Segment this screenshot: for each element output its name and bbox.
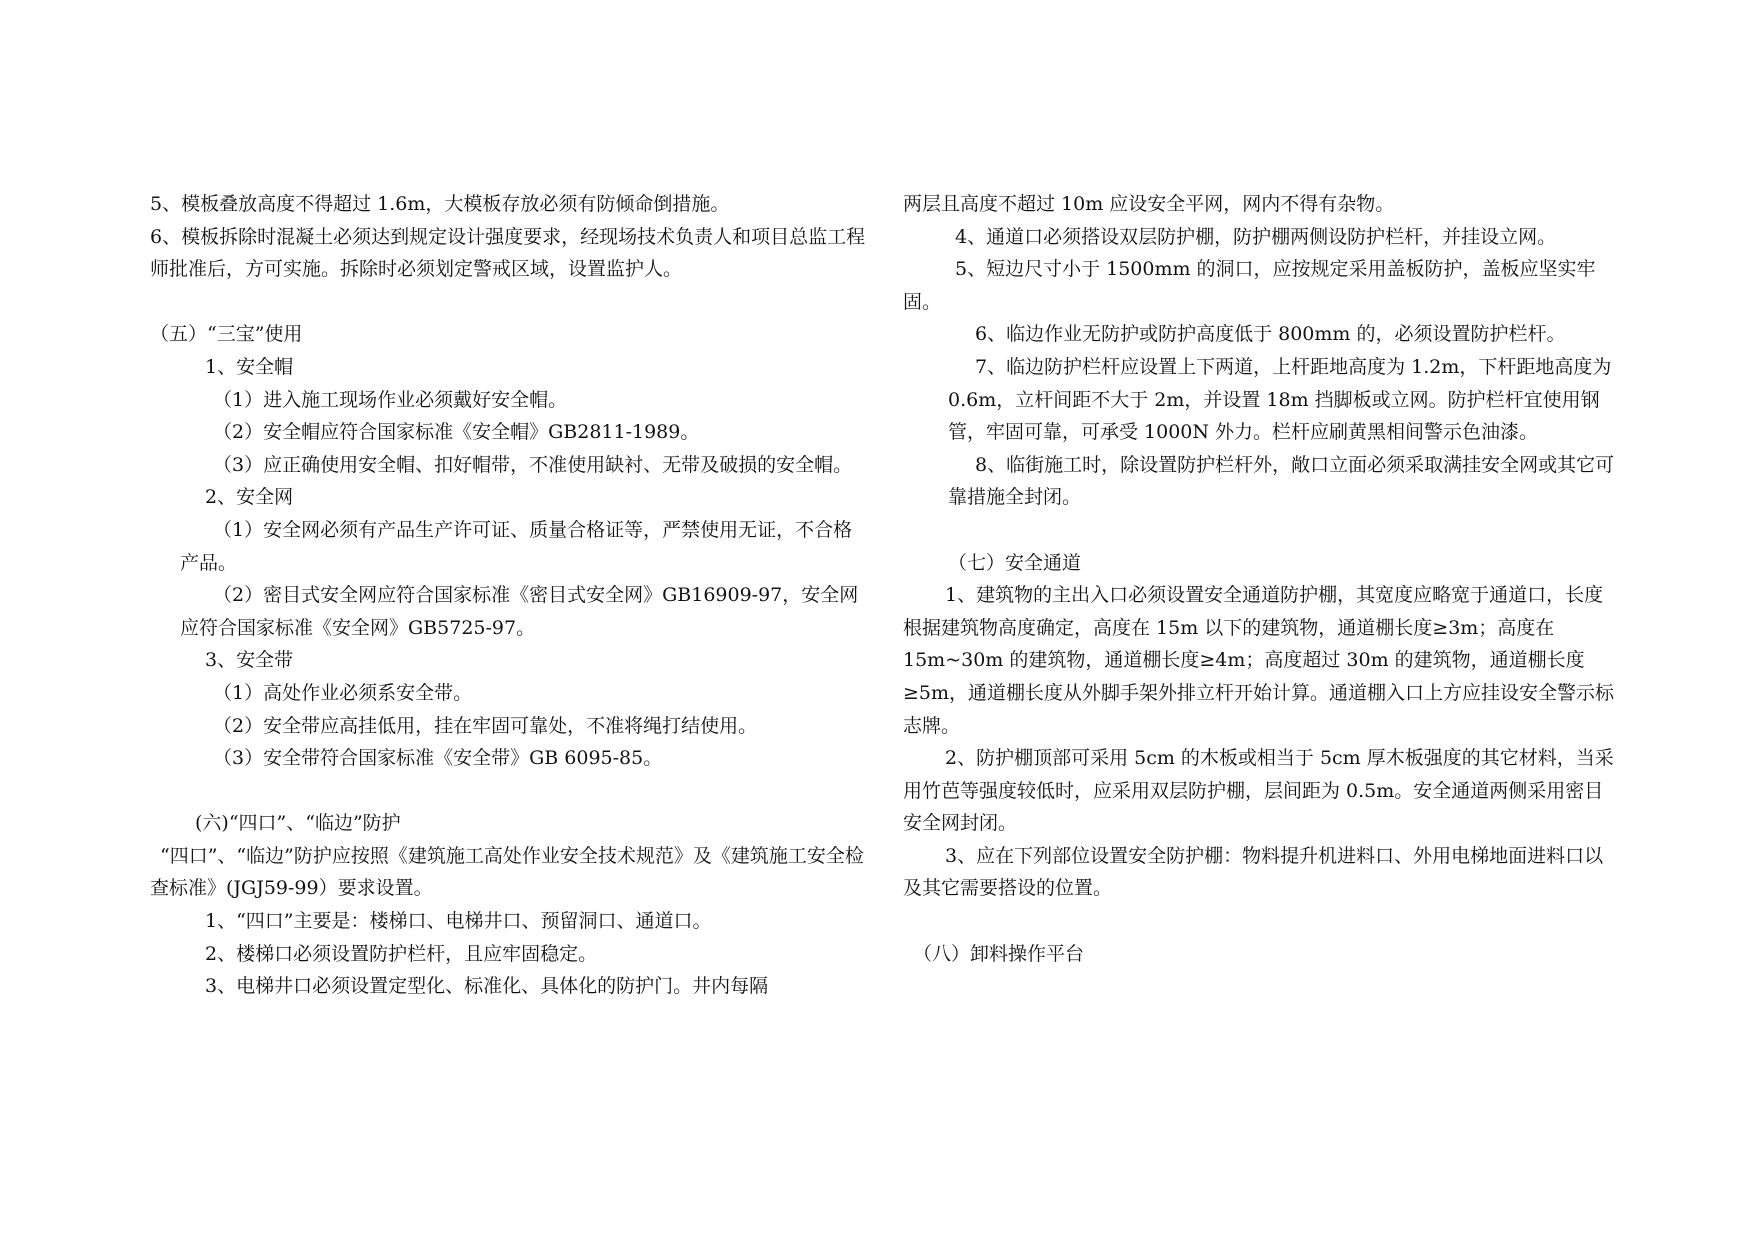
- paragraph: （1）高处作业必须系安全带。: [213, 681, 473, 704]
- paragraph: 6、临边作业无防护或防护高度低于 800mm 的，必须设置防护栏杆。: [975, 323, 1566, 346]
- paragraph: 2、防护棚顶部可采用 5cm 的木板或相当于 5cm 厚木板强度的其它材料，当采用竹芭等强度较低时，应采用双层防护棚，层间距为 0.5m。安全通道两侧采用密目安全网封闭。: [903, 747, 1614, 835]
- paragraph: 7、临边防护栏杆应设置上下两道，上杆距地高度为 1.2m，下杆距地高度为 0.6m，立杆间距不大于 2m，并设置 18m 挡脚板或立网。防护栏杆宜使用钢管，牢固可靠，可承受 1000N 外力。栏杆应刷黄黑相间警示色油漆。: [948, 355, 1612, 444]
- paragraph: 5、短边尺寸小于 1500mm 的洞口，应按规定采用盖板防护，盖板应坚实牢固。: [903, 258, 1596, 313]
- paragraph: 8、临街施工时，除设置防护栏杆外，敞口立面必须采取满挂安全网或其它可靠措施全封闭。: [948, 453, 1615, 509]
- paragraph: 2、楼梯口必须设置防护栏杆，且应牢固稳定。: [205, 942, 598, 965]
- paragraph: （3）应正确使用安全帽、扣好帽带，不准使用缺衬、无带及破损的安全帽。: [213, 453, 853, 476]
- paragraph-gap: [150, 775, 870, 808]
- paragraph: （七）安全通道: [948, 551, 1082, 574]
- paragraph: （3）安全带符合国家标准《安全带》GB 6095-85。: [213, 747, 663, 770]
- paragraph-gap: [150, 286, 870, 319]
- paragraph: （1）安全网必须有产品生产许可证、质量合格证等，严禁使用无证，不合格产品。: [180, 518, 853, 574]
- paragraph-gap: [903, 905, 1615, 938]
- paragraph-gap: [903, 514, 1615, 547]
- paragraph: 两层且高度不超过 10m 应设安全平网，网内不得有杂物。: [903, 193, 1395, 215]
- paragraph: （五）“三宝”使用: [150, 323, 303, 346]
- paragraph: （2）安全带应高挂低用，挂在牢固可靠处，不准将绳打结使用。: [213, 714, 758, 737]
- paragraph: （2）安全帽应符合国家标准《安全帽》GB2811-1989。: [213, 421, 700, 444]
- paragraph: 6、模板拆除时混凝土必须达到规定设计强度要求，经现场技术负责人和项目总监工程师批准后，方可实施。拆除时必须划定警戒区域，设置监护人。: [150, 225, 866, 281]
- paragraph: 3、安全带: [205, 649, 294, 672]
- paragraph: 1、建筑物的主出入口必须设置安全通道防护棚，其宽度应略宽于通道口，长度根据建筑物高度确定，高度在 15m 以下的建筑物，通道棚长度≥3m；高度在 15m~30m 的建筑物，通道棚长度≥4m；高度超过 30m 的建筑物，通道棚长度≥5m，通道棚长度从外脚手架外排立杆开始计算。通道棚入口上方应挂设安全警示标志牌。: [903, 584, 1615, 737]
- paragraph: 1、安全帽: [205, 355, 294, 378]
- paragraph: 4、通道口必须搭设双层防护棚，防护棚两侧设防护栏杆，并挂设立网。: [955, 225, 1557, 248]
- paragraph: 1、“四口”主要是：楼梯口、电梯井口、预留洞口、通道口。: [205, 910, 712, 933]
- paragraph: （八）卸料操作平台: [913, 942, 1085, 965]
- right-column: [903, 188, 1615, 970]
- paragraph: 5、模板叠放高度不得超过 1.6m，大模板存放必须有防倾命倒措施。: [150, 193, 730, 215]
- left-column: [150, 188, 870, 1003]
- paragraph: (六)“四口”、“临边”防护: [195, 812, 401, 835]
- paragraph: 3、应在下列部位设置安全防护棚：物料提升机进料口、外用电梯地面进料口以及其它需要搭设的位置。: [903, 844, 1604, 900]
- paragraph: （2）密目式安全网应符合国家标准《密目式安全网》GB16909-97，安全网应符合国家标准《安全网》GB5725-97。: [180, 584, 859, 639]
- paragraph: 3、电梯井口必须设置定型化、标准化、具体化的防护门。井内每隔: [205, 975, 769, 998]
- paragraph: “四口”、“临边”防护应按照《建筑施工高处作业安全技术规范》及《建筑施工安全检查标准》(JGJ59-99）要求设置。: [150, 844, 864, 900]
- paragraph: 2、安全网: [205, 486, 294, 509]
- paragraph: （1）进入施工现场作业必须戴好安全帽。: [213, 388, 568, 411]
